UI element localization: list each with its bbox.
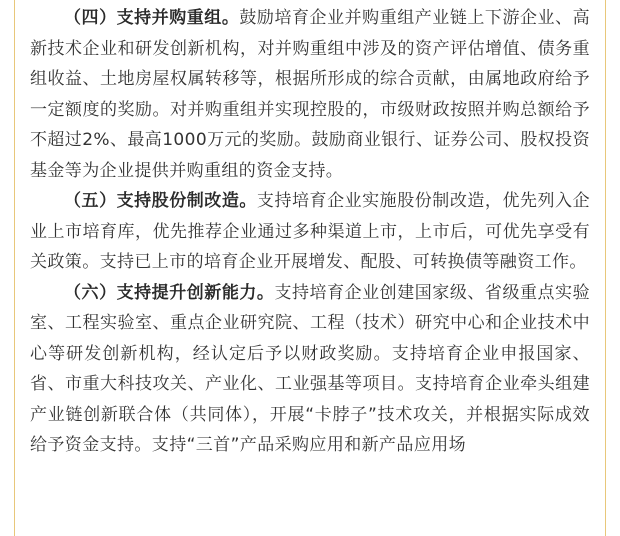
paragraph-text: 支持培育企业实施股份制改造，优先列入企业上市培育库，优先推荐企业通过多种渠道上市，上市后，可优先享受有关政策。支持已上市的培育企业开展增发、配股、可转换债等融资工作。 — [30, 191, 590, 272]
paragraph-heading: （四）支持并购重组。 — [64, 8, 240, 28]
paragraph-text: 支持培育企业创建国家级、省级重点实验室、工程实验室、重点企业研究院、工程（技术）研究中心和企业技术中心等研发创新机构，经认定后予以财政奖励。支持培育企业申报国家、省、市重大科技攻关、产业化、工业强基等项目。支持培育企业牵头组建产业链创新联合体（共同体），开展“卡脖子”技术攻关，并根据实际成效给予资金支持。支持“三首”产品采购应用和新产品应用场 — [30, 282, 590, 455]
paragraph-shareholding-reform — [30, 186, 590, 278]
paragraph-merger-restructuring — [30, 3, 590, 186]
paragraph-innovation-capacity — [30, 278, 590, 461]
paragraph-heading: （六）支持提升创新能力。 — [64, 282, 275, 303]
paragraph-text: 鼓励培育企业并购重组产业链上下游企业、高新技术企业和研发创新机构，对并购重组中涉及的资产评估增值、债务重组收益、土地房屋权属转移等，根据所形成的综合贡献，由属地政府给予一定额度的奖励。对并购重组并实现控股的，市级财政按照并购总额给予不超过2%、最高1000万元的奖励。鼓励商业银行、证券公司、股权投资基金等为企业提供并购重组的资金支持。 — [30, 8, 591, 181]
paragraph-heading: （五）支持股份制改造。 — [64, 191, 257, 211]
article-body — [30, 3, 590, 461]
